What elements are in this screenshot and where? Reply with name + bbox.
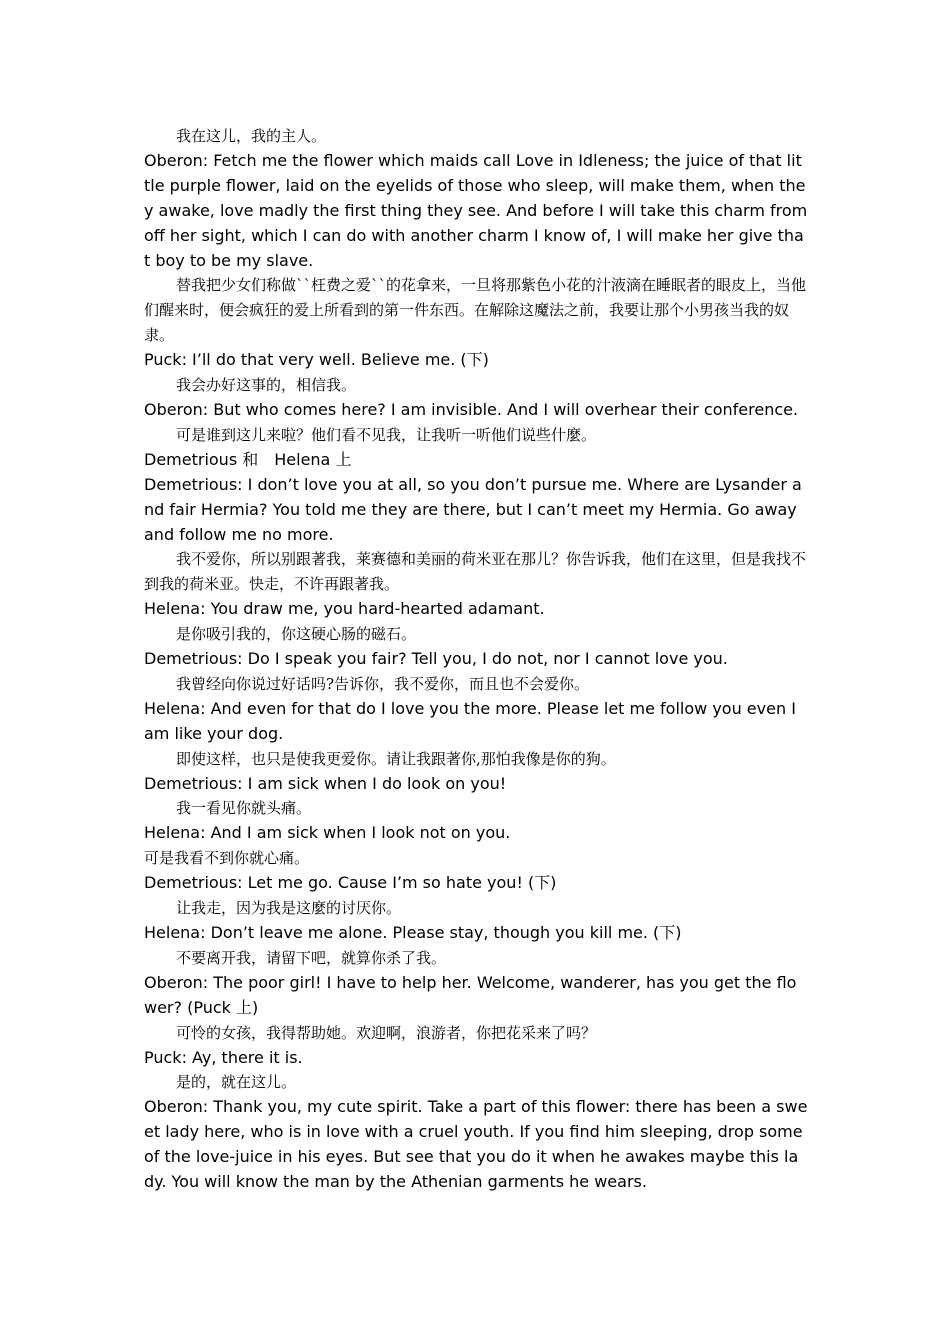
chinese-translation-line: 是你吸引我的，你这硬心肠的磁石。 bbox=[176, 625, 417, 644]
english-dialogue-line: Oberon: Fetch me the flower which maids call Love in Idleness; the juice of that little purple flower, laid on the eyelids of those who sleep, will make them, when they awake, love madly the first thing they see. And before I will take this charm from off her sight, which I can do with another charm I know of, I will make her give that boy to be my slave. bbox=[144, 150, 808, 270]
english-dialogue-line: Demetrious: Do I speak you fair? Tell you, I do not, nor I cannot love you. bbox=[144, 649, 728, 669]
english-dialogue-line: Puck: I’ll do that very well. Believe me. (下) bbox=[144, 350, 489, 370]
english-dialogue-line: Demetrious: Let me go. Cause I’m so hate you! (下) bbox=[144, 873, 557, 893]
english-dialogue-line: Oberon: Thank you, my cute spirit. Take a part of this flower: there has been a sweet lady here, who is in love with a cruel youth. If you find him sleeping, drop some of the love-juice in his eyes. But see that you do it when he awakes maybe this lady. You will know the man by the Athenian garments he wears. bbox=[144, 1097, 808, 1192]
chinese-translation-line: 可是谁到这儿来啦？他们看不见我，让我听一听他们说些什麼。 bbox=[176, 425, 597, 444]
chinese-translation-line: 我曾经向你说过好话吗?告诉你，我不爱你，而且也不会爱你。 bbox=[176, 674, 590, 693]
english-dialogue-line: Demetrious 和 Helena 上 bbox=[144, 449, 352, 469]
english-dialogue-line: Demetrious: I don’t love you at all, so you don’t pursue me. Where are Lysander and fair Hermia? You told me they are there, but I can’t meet my Hermia. Go away and follow me no more. bbox=[144, 474, 802, 544]
chinese-translation-line: 即使这样，也只是使我更爱你。请让我跟著你,那怕我像是你的狗。 bbox=[176, 749, 616, 768]
english-dialogue-line: Puck: Ay, there it is. bbox=[144, 1047, 303, 1067]
document-page bbox=[144, 124, 808, 1195]
chinese-translation-line: 我不爱你，所以别跟著我，莱赛德和美丽的荷米亚在那儿？你告诉我，他们在这里，但是我找不到我的荷米亚。快走，不许再跟著我。 bbox=[144, 550, 807, 594]
english-dialogue-line: Demetrious: I am sick when I do look on you! bbox=[144, 773, 507, 793]
chinese-translation-line: 我会办好这事的，相信我。 bbox=[176, 376, 357, 395]
chinese-translation-line: 可怜的女孩，我得帮助她。欢迎啊，浪游者，你把花采来了吗？ bbox=[176, 1023, 597, 1042]
english-dialogue-line: Oberon: The poor girl! I have to help her. Welcome, wanderer, has you get the flower? (Puck 上) bbox=[144, 972, 797, 1017]
chinese-translation-line: 替我把少女们称做``枉费之爱``的花拿来，一旦将那紫色小花的汁液滴在睡眠者的眼皮上，当他们醒来时，便会疯狂的爱上所看到的第一件东西。在解除这魔法之前，我要让那个小男孩当我的奴隶。 bbox=[144, 276, 807, 345]
chinese-translation-line: 我在这儿，我的主人。 bbox=[176, 127, 327, 145]
chinese-translation-line: 不要离开我，请留下吧，就算你杀了我。 bbox=[176, 948, 447, 967]
chinese-translation-line: 让我走，因为我是这麼的讨厌你。 bbox=[176, 899, 402, 918]
english-dialogue-line: Helena: Don’t leave me alone. Please stay, though you kill me. (下) bbox=[144, 923, 682, 942]
chinese-translation-line: 可是我看不到你就心痛。 bbox=[144, 849, 310, 868]
chinese-translation-line: 是的，就在这儿。 bbox=[176, 1073, 297, 1092]
chinese-translation-line: 我一看见你就头痛。 bbox=[176, 799, 312, 818]
english-dialogue-line: Helena: And even for that do I love you the more. Please let me follow you even I am like your dog. bbox=[144, 698, 796, 743]
english-dialogue-line: Helena: And I am sick when I look not on you. bbox=[144, 823, 511, 843]
english-dialogue-line: Helena: You draw me, you hard-hearted adamant. bbox=[144, 599, 545, 619]
english-dialogue-line: Oberon: But who comes here? I am invisible. And I will overhear their conference. bbox=[144, 399, 799, 419]
